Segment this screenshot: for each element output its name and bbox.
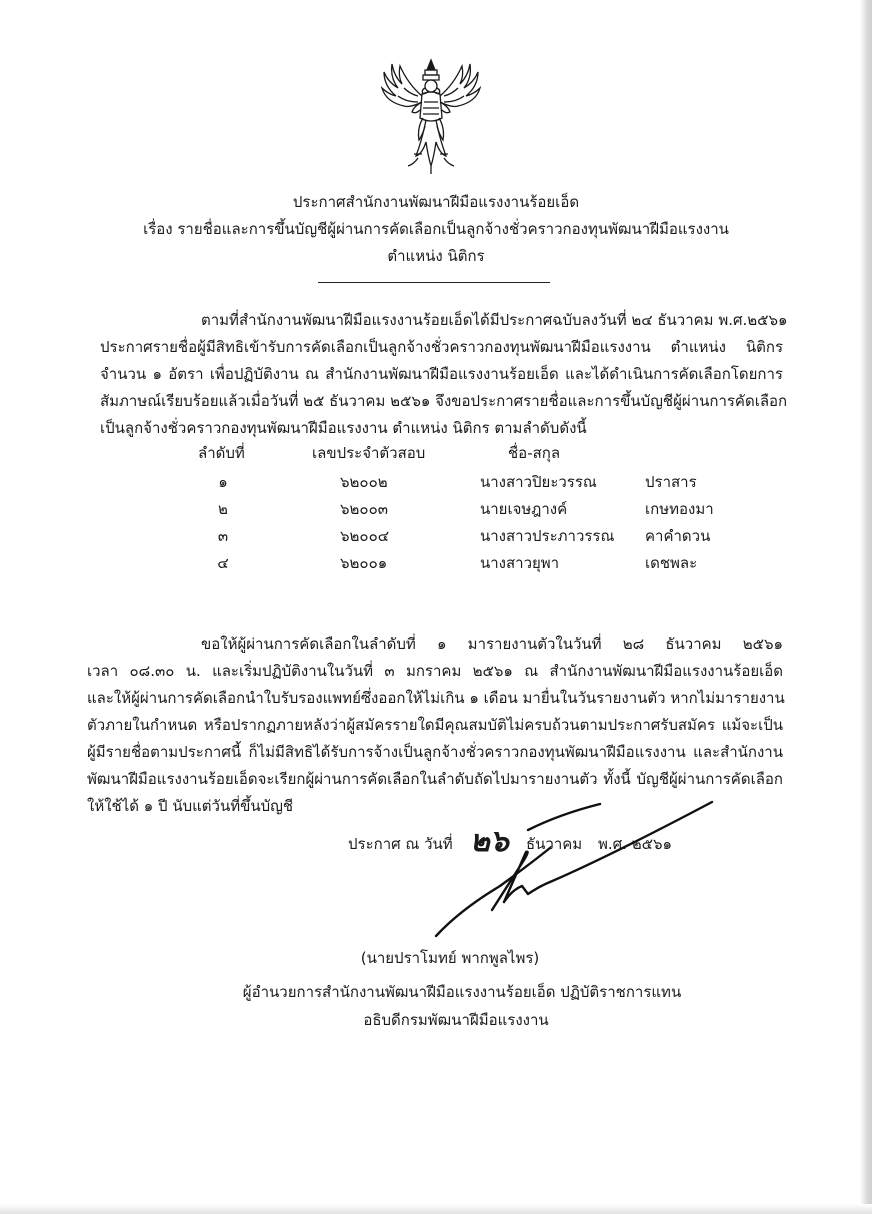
row-rank: ๑ bbox=[218, 473, 228, 491]
table-header-name: ชื่อ-สกุล bbox=[508, 444, 561, 462]
signatory-org: อธิบดีกรมพัฒนาฝีมือแรงงาน bbox=[363, 1011, 549, 1029]
page-bottom-shadow bbox=[0, 1204, 872, 1214]
signature-scribble bbox=[400, 790, 730, 940]
row-last-name: เดชพละ bbox=[645, 554, 698, 572]
announcement-title: ประกาศสำนักงานพัฒนาฝีมือแรงงานร้อยเอ็ด bbox=[292, 193, 580, 211]
paragraph1-line: สัมภาษณ์เรียบร้อยแล้วเมื่อวันที่ ๒๕ ธันวาคม ๒๕๖๑ จึงขอประกาศรายชื่อและการขึ้นบัญชีผู้ผ่านการคัดเลือก bbox=[100, 392, 788, 410]
row-rank: ๓ bbox=[217, 527, 229, 545]
row-exam-id: ๖๒๐๐๒ bbox=[340, 473, 388, 491]
paragraph2-line: พัฒนาฝีมือแรงงานร้อยเอ็ดจะเรียกผู้ผ่านการคัดเลือกในลำดับถัดไปมารายงานตัว ทั้งนี้ บัญชีผู้ผ่านการคัดเลือก bbox=[87, 770, 783, 788]
paragraph1-line: ตามที่สำนักงานพัฒนาฝีมือแรงงานร้อยเอ็ดได้มีประกาศฉบับลงวันที่ ๒๔ ธันวาคม พ.ศ.๒๕๖๑ bbox=[201, 311, 788, 329]
row-first-name: นายเจษฎางค์ bbox=[480, 500, 568, 518]
announcement-subject: เรื่อง รายชื่อและการขึ้นบัญชีผู้ผ่านการคัดเลือกเป็นลูกจ้างชั่วคราวกองทุนพัฒนาฝีมือแรงงาน bbox=[143, 220, 729, 238]
paragraph1-line: จำนวน ๑ อัตรา เพื่อปฏิบัติงาน ณ สำนักงานพัฒนาฝีมือแรงงานร้อยเอ็ด และได้ดำเนินการคัดเลือกโดยการ bbox=[100, 365, 783, 383]
garuda-emblem bbox=[368, 58, 494, 176]
announce-date-year: พ.ศ. ๒๕๖๑ bbox=[598, 835, 672, 853]
paragraph2-line: ขอให้ผู้ผ่านการคัดเลือกในลำดับที่ ๑ มารายงานตัวในวันที่ ๒๘ ธันวาคม ๒๕๖๑ bbox=[201, 635, 783, 653]
position-title: ตำแหน่ง นิติกร bbox=[387, 247, 485, 265]
row-rank: ๔ bbox=[217, 554, 229, 572]
row-exam-id: ๖๒๐๐๑ bbox=[340, 554, 388, 572]
row-first-name: นางสาวปิยะวรรณ bbox=[480, 473, 597, 491]
announce-date-month: ธันวาคม bbox=[526, 835, 583, 853]
row-last-name: เกษทองมา bbox=[645, 500, 714, 518]
paragraph2-line: ผู้มีรายชื่อตามประกาศนี้ ก็ไม่มีสิทธิได้รับการจ้างเป็นลูกจ้างชั่วคราวกองทุนพัฒนาฝีมือแรงงาน และสำนักงาน bbox=[87, 743, 783, 761]
paragraph2-line: ตัวภายในกำหนด หรือปรากฏภายหลังว่าผู้สมัครรายใดมีคุณสมบัติไม่ครบถ้วนตามประกาศรับสมัคร แม้จะเป็น bbox=[87, 716, 783, 734]
signatory-title: ผู้อำนวยการสำนักงานพัฒนาฝีมือแรงงานร้อยเอ็ด ปฏิบัติราชการแทน bbox=[242, 983, 682, 1001]
row-last-name: ปราสาร bbox=[645, 473, 697, 491]
announce-date-prefix: ประกาศ ณ วันที่ bbox=[348, 835, 453, 853]
paragraph2-line: ให้ใช้ได้ ๑ ปี นับแต่วันที่ขึ้นบัญชี bbox=[87, 797, 294, 815]
handwritten-day: ๒๖ bbox=[470, 824, 509, 859]
row-first-name: นางสาวยุพา bbox=[480, 554, 560, 572]
row-first-name: นางสาวประภาวรรณ bbox=[480, 527, 615, 545]
paragraph1-line: ประกาศรายชื่อผู้มีสิทธิเข้ารับการคัดเลือกเป็นลูกจ้างชั่วคราวกองทุนพัฒนาฝีมือแรงงาน ตำแหน่ง นิติกร bbox=[100, 338, 783, 356]
signatory-name: (นายปราโมทย์ พากพูลไพร) bbox=[360, 949, 540, 967]
table-header-exam-id: เลขประจำตัวสอบ bbox=[312, 444, 426, 462]
paragraph1-line: เป็นลูกจ้างชั่วคราวกองทุนพัฒนาฝีมือแรงงาน ตำแหน่ง นิติกร ตามลำดับดังนี้ bbox=[100, 419, 587, 437]
table-header-rank: ลำดับที่ bbox=[198, 444, 245, 462]
header-divider bbox=[318, 282, 550, 283]
row-rank: ๒ bbox=[218, 500, 228, 518]
row-exam-id: ๖๒๐๐๓ bbox=[340, 500, 388, 518]
row-exam-id: ๖๒๐๐๔ bbox=[340, 527, 390, 545]
paragraph2-line: เวลา ๐๘.๓๐ น. และเริ่มปฏิบัติงานในวันที่ ๓ มกราคม ๒๕๖๑ ณ สำนักงานพัฒนาฝีมือแรงงานร้อยเอ็ด bbox=[87, 662, 783, 680]
paragraph2-line: และให้ผู้ผ่านการคัดเลือกนำใบรับรองแพทย์ซึ่งออกให้ไม่เกิน ๑ เดือน มายื่นในวันรายงานตัว หากไม่มารายงาน bbox=[87, 689, 785, 707]
row-last-name: คาคำดวน bbox=[645, 527, 711, 545]
